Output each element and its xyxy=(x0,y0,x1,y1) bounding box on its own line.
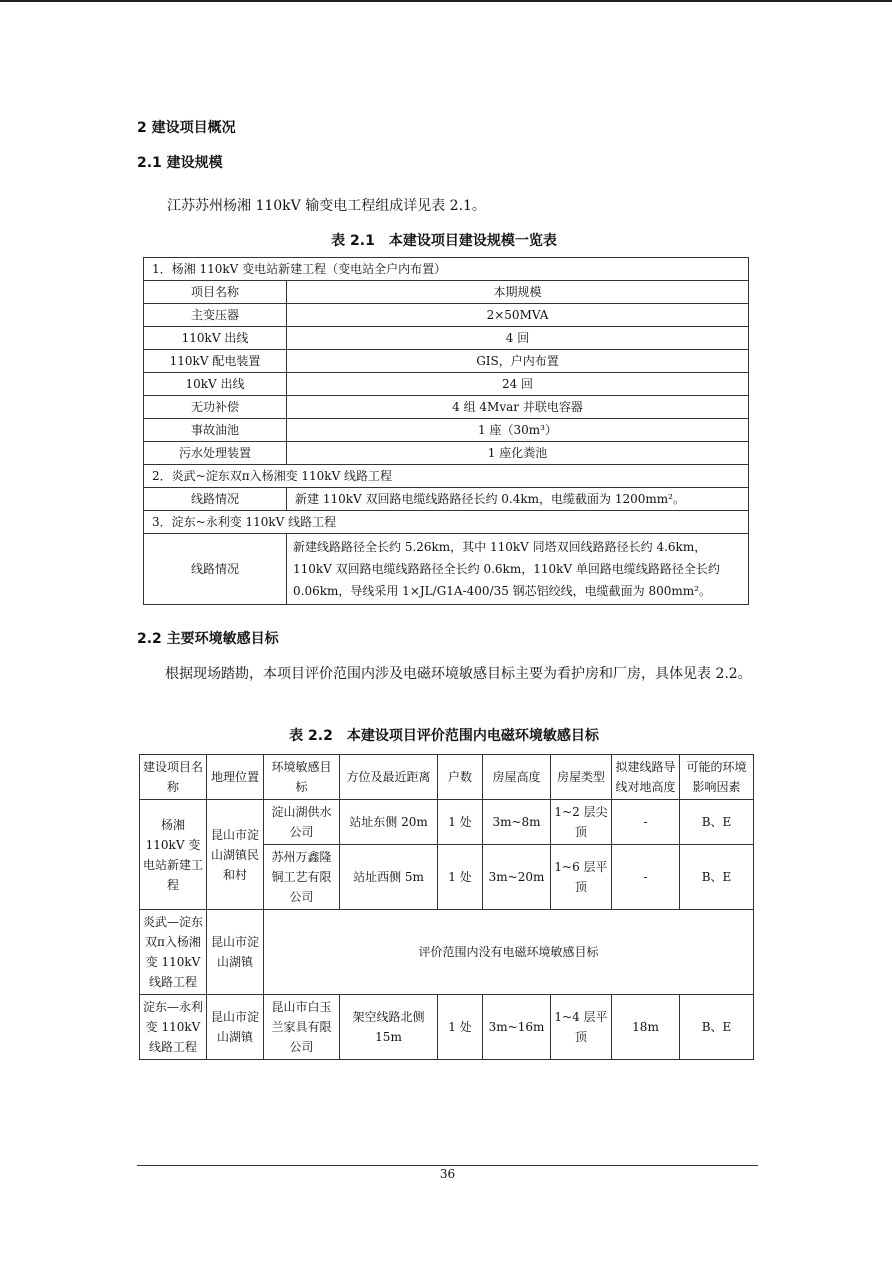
table1-cell: 110kV 配电装置 xyxy=(144,350,287,373)
table2-cell: 站址东侧 20m xyxy=(340,800,438,845)
targets-paragraph: 根据现场踏勘，本项目评价范围内涉及电磁环境敏感目标主要为看护房和厂房，具体见表 2.2。 xyxy=(165,666,752,682)
table2-location: 昆山市淀山湖镇民和村 xyxy=(207,800,264,910)
table2-cell: 1 处 xyxy=(438,845,483,910)
table2-header: 方位及最近距离 xyxy=(340,755,438,800)
table1-cell: 110kV 出线 xyxy=(144,327,287,350)
table1-cell: 线路情况 xyxy=(144,534,287,605)
table1-header-item: 项目名称 xyxy=(144,281,287,304)
table1-cell: 事故油池 xyxy=(144,419,287,442)
table2-project-name: 淀东—永利变 110kV 线路工程 xyxy=(140,995,207,1060)
section-heading: 2 建设项目概况 xyxy=(137,120,236,136)
table2-cell: 3m~8m xyxy=(483,800,551,845)
sensitive-targets-table xyxy=(139,754,754,1060)
table1-cell: 10kV 出线 xyxy=(144,373,287,396)
table1-cell: 主变压器 xyxy=(144,304,287,327)
table2-cell: B、E xyxy=(680,800,754,845)
table2-header: 户数 xyxy=(438,755,483,800)
table1-cell: 4 回 xyxy=(287,327,749,350)
subsection-heading-targets: 2.2 主要环境敏感目标 xyxy=(137,631,279,647)
table2-cell: 3m~20m xyxy=(483,845,551,910)
table1-cell: 污水处理装置 xyxy=(144,442,287,465)
table1-cell: 新建 110kV 双回路电缆线路路径长约 0.4km，电缆截面为 1200mm²。 xyxy=(287,488,749,511)
table2-header: 建设项目名称 xyxy=(140,755,207,800)
page-number: 36 xyxy=(439,1167,456,1181)
table1-cell: 新建线路路径全长约 5.26km，其中 110kV 同塔双回线路路径长约 4.6km，110kV 双回路电缆线路路径全长约 0.6km，110kV 单回路电缆线路路径全长约 0.06km，导线采用 1×JL/G1A-400/35 钢芯铝绞线，电缆截面为 800mm²。 xyxy=(287,534,749,605)
table2-cell: 1~2 层尖顶 xyxy=(551,800,612,845)
table1-cell: 线路情况 xyxy=(144,488,287,511)
table2-cell: 架空线路北侧 15m xyxy=(340,995,438,1060)
top-border xyxy=(0,0,892,2)
table2-header: 地理位置 xyxy=(207,755,264,800)
table2-project-name: 炎武—淀东双π入杨湘变 110kV 线路工程 xyxy=(140,910,207,995)
footer-rule xyxy=(137,1165,758,1166)
table2-cell: 1~6 层平顶 xyxy=(551,845,612,910)
table1-cell: 无功补偿 xyxy=(144,396,287,419)
table2-cell: 昆山市白玉兰家具有限公司 xyxy=(264,995,340,1060)
table1-group-substation: 1．杨湘 110kV 变电站新建工程（变电站全户内布置） xyxy=(144,258,749,281)
table1-cell: 2×50MVA xyxy=(287,304,749,327)
table1-cell: 1 座（30m³） xyxy=(287,419,749,442)
table2-cell: 18m xyxy=(612,995,680,1060)
table2-cell: - xyxy=(612,800,680,845)
table2-cell: 1 处 xyxy=(438,800,483,845)
table2-header: 房屋类型 xyxy=(551,755,612,800)
table2-cell: 站址西侧 5m xyxy=(340,845,438,910)
table2-project-name: 杨湘 110kV 变电站新建工程 xyxy=(140,800,207,910)
table2-cell: 3m~16m xyxy=(483,995,551,1060)
table2-header: 拟建线路导线对地高度 xyxy=(612,755,680,800)
table2-cell: B、E xyxy=(680,995,754,1060)
table2-location: 昆山市淀山湖镇 xyxy=(207,910,264,995)
table2-cell: 1~4 层平顶 xyxy=(551,995,612,1060)
table1-group-line-a: 2．炎武~淀东双π入杨湘变 110kV 线路工程 xyxy=(144,465,749,488)
table1-cell: 4 组 4Mvar 并联电容器 xyxy=(287,396,749,419)
table1-cell: 1 座化粪池 xyxy=(287,442,749,465)
table2-cell: 1 处 xyxy=(438,995,483,1060)
table2-header: 环境敏感目标 xyxy=(264,755,340,800)
table2-caption: 表 2.2 本建设项目评价范围内电磁环境敏感目标 xyxy=(289,728,599,744)
table2-no-target-note: 评价范围内没有电磁环境敏感目标 xyxy=(264,910,754,995)
construction-scale-table xyxy=(143,257,749,605)
table2-header: 房屋高度 xyxy=(483,755,551,800)
table2-cell: 苏州万鑫隆铜工艺有限公司 xyxy=(264,845,340,910)
table2-cell: B、E xyxy=(680,845,754,910)
table1-cell: 24 回 xyxy=(287,373,749,396)
subsection-heading-scale: 2.1 建设规模 xyxy=(137,155,223,171)
table2-cell: - xyxy=(612,845,680,910)
table1-cell: GIS，户内布置 xyxy=(287,350,749,373)
table1-caption: 表 2.1 本建设项目建设规模一览表 xyxy=(331,233,557,249)
table1-header-scale: 本期规模 xyxy=(287,281,749,304)
table2-cell: 淀山湖供水公司 xyxy=(264,800,340,845)
intro-paragraph: 江苏苏州杨湘 110kV 输变电工程组成详见表 2.1。 xyxy=(167,198,486,214)
table2-header: 可能的环境影响因素 xyxy=(680,755,754,800)
table2-location: 昆山市淀山湖镇 xyxy=(207,995,264,1060)
table1-group-line-b: 3．淀东~永利变 110kV 线路工程 xyxy=(144,511,749,534)
